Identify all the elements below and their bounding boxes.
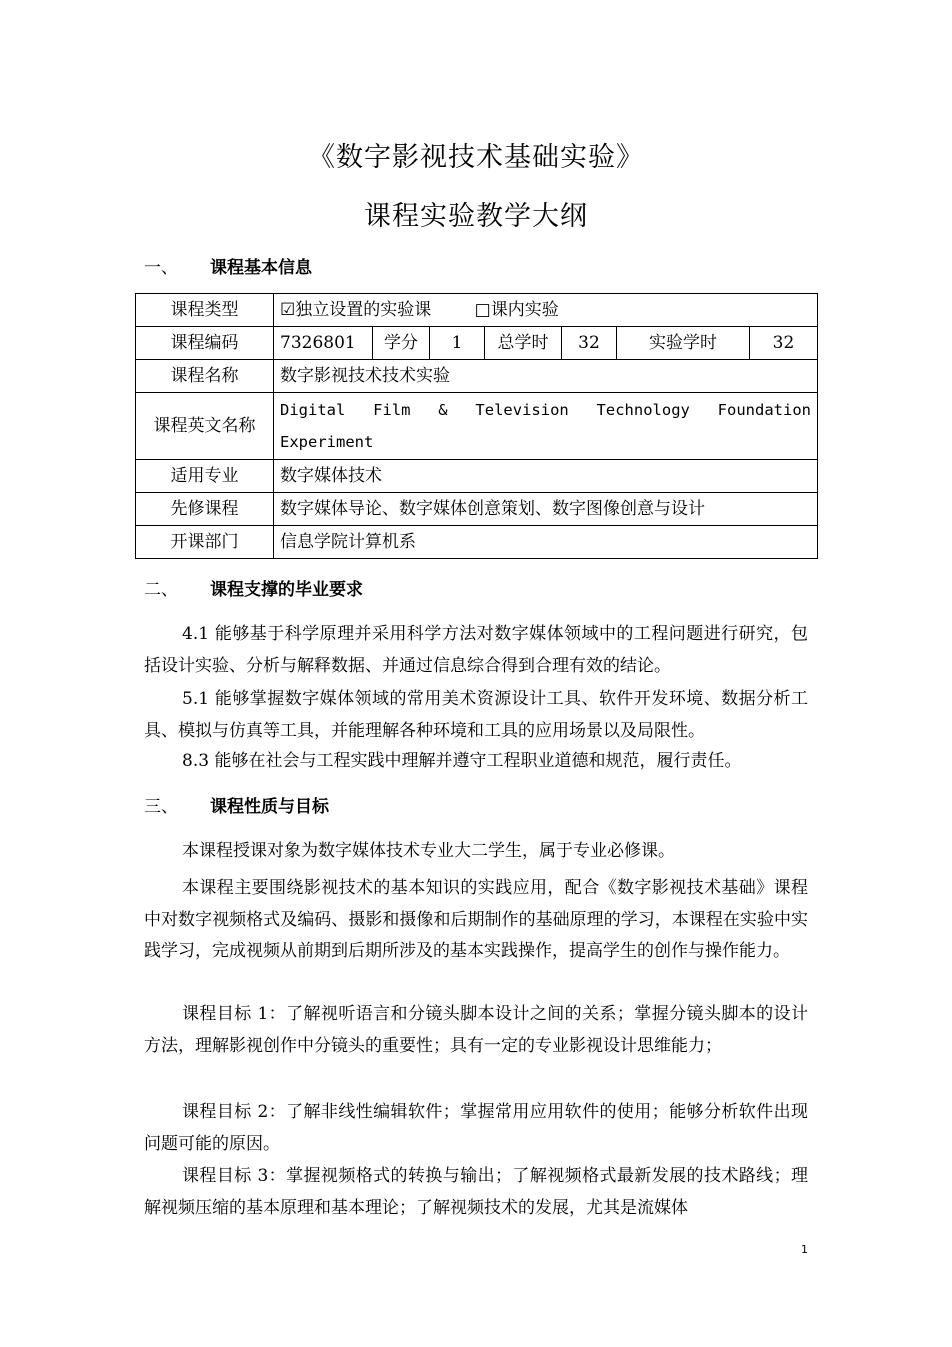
- course-name-value: 数字影视技术技术实验: [274, 360, 818, 393]
- table-row: [136, 294, 818, 327]
- table-row: [136, 327, 818, 360]
- section-title: 课程基本信息: [210, 258, 312, 278]
- major-value: 数字媒体技术: [274, 460, 818, 493]
- page-number: 1: [801, 1243, 808, 1256]
- table-row: [136, 360, 818, 393]
- body-paragraph: 本课程授课对象为数字媒体技术专业大二学生，属于专业必修课。: [182, 841, 675, 861]
- requirement-paragraph: 5.1 能够掌握数字媒体领域的常用美术资源设计工具、软件开发环境、数据分析工具、模拟与仿真等工具，并能理解各种环境和工具的应用场景以及局限性。: [144, 689, 808, 741]
- table-row: [136, 493, 818, 526]
- department-value: 信息学院计算机系: [274, 526, 818, 559]
- course-goal-paragraph: 课程目标 1：了解视听语言和分镜头脚本设计之间的关系；掌握分镜头脚本的设计方法，理解影视创作中分镜头的重要性；具有一定的专业影视设计思维能力；: [144, 1004, 808, 1056]
- label-department: 开课部门: [136, 526, 274, 559]
- section-number: 三、: [144, 797, 178, 817]
- requirement-paragraph: 4.1 能够基于科学原理并采用科学方法对数字媒体领域中的工程问题进行研究，包括设计实验、分析与解释数据、并通过信息综合得到合理有效的结论。: [144, 624, 808, 676]
- label-credit: 学分: [373, 327, 430, 360]
- label-major: 适用专业: [136, 460, 274, 493]
- label-total-hours: 总学时: [485, 327, 562, 360]
- checkbox-in-course-lab: □课内实验: [474, 300, 559, 320]
- section-heading-3: [144, 795, 329, 819]
- label-prerequisites: 先修课程: [136, 493, 274, 526]
- label-lab-hours: 实验学时: [617, 327, 750, 360]
- document-title: 《数字影视技术基础实验》: [308, 142, 644, 173]
- table-row: [136, 460, 818, 493]
- english-name-value: Digital Film & Television Technology Foundation Experiment: [274, 393, 818, 460]
- section-heading-1: [144, 256, 312, 280]
- section-title: 课程支撑的毕业要求: [210, 580, 363, 600]
- section-number: 一、: [144, 258, 178, 278]
- credit-value: 1: [430, 327, 485, 360]
- course-code-value: 7326801: [274, 327, 373, 360]
- total-hours-value: 32: [562, 327, 617, 360]
- prerequisites-value: 数字媒体导论、数字媒体创意策划、数字图像创意与设计: [274, 493, 818, 526]
- section-number: 二、: [144, 580, 178, 600]
- label-course-type: 课程类型: [136, 294, 274, 327]
- checkbox-independent-lab: ☑独立设置的实验课: [280, 300, 432, 320]
- body-paragraph: 本课程主要围绕影视技术的基本知识的实践应用，配合《数字影视技术基础》课程中对数字视频格式及编码、摄影和摄像和后期制作的基础原理的学习，本课程在实验中实践学习，完成视频从前期到后期所涉及的基本实践操作，提高学生的创作与操作能力。: [144, 878, 808, 961]
- label-course-name: 课程名称: [136, 360, 274, 393]
- section-heading-2: [144, 578, 363, 602]
- course-goal-paragraph: 课程目标 3：掌握视频格式的转换与输出；了解视频格式最新发展的技术路线；理解视频压缩的基本原理和基本理论；了解视频技术的发展，尤其是流媒体: [144, 1166, 808, 1218]
- course-info-table: [135, 293, 818, 559]
- document-subtitle: 课程实验教学大纲: [364, 201, 588, 232]
- label-english-name: 课程英文名称: [136, 393, 274, 460]
- section-title: 课程性质与目标: [210, 797, 329, 817]
- course-goal-paragraph: 课程目标 2：了解非线性编辑软件；掌握常用应用软件的使用；能够分析软件出现问题可能的原因。: [144, 1102, 808, 1154]
- lab-hours-value: 32: [750, 327, 818, 360]
- label-course-code: 课程编码: [136, 327, 274, 360]
- course-type-value: [274, 294, 818, 327]
- table-row: [136, 393, 818, 460]
- requirement-paragraph: 8.3 能够在社会与工程实践中理解并遵守工程职业道德和规范，履行责任。: [182, 751, 742, 771]
- table-row: [136, 526, 818, 559]
